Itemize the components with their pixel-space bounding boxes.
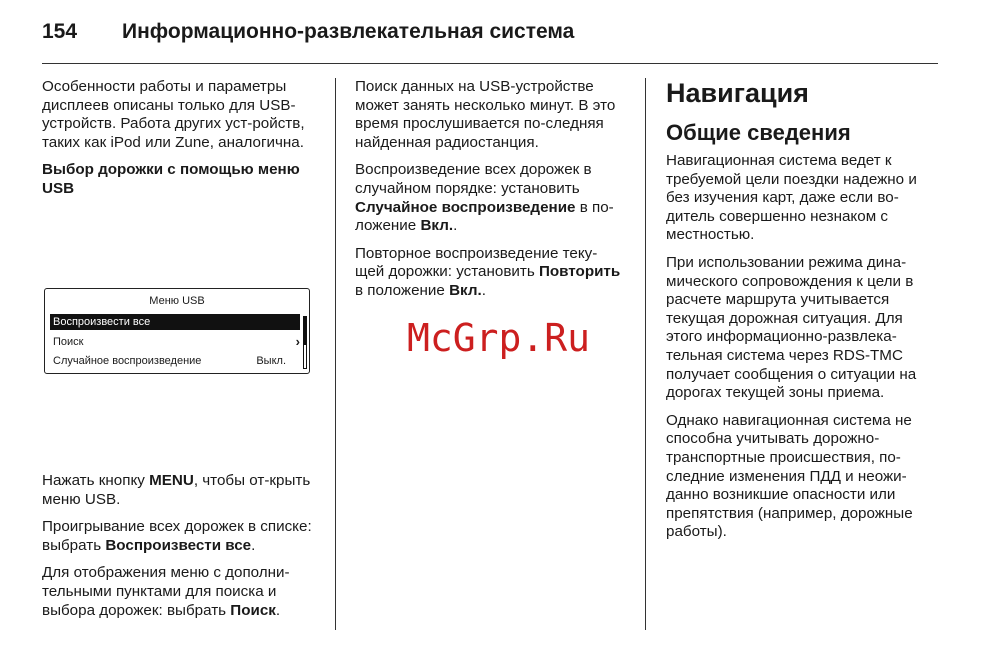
section-subheading-general: Общие сведения: [666, 120, 851, 145]
watermark-logo: McGrp.Ru: [407, 316, 591, 360]
usb-menu-scrollbar[interactable]: [303, 316, 307, 369]
chevron-right-icon: ›: [295, 334, 300, 349]
col2-paragraph-2: Воспроизведение всех дорожек в случайном порядке: установить Случайное воспроизведение в по-ложение Вкл..: [355, 161, 614, 235]
page-number: 154: [42, 20, 78, 43]
usb-menu-item-search[interactable]: [50, 334, 300, 350]
col1-paragraph-4: Для отображения меню с дополни-тельными пунктами для поиска и выбора дорожек: выбрать Поиск.: [42, 564, 290, 619]
usb-menu-item-label: Случайное воспроизведение: [53, 355, 202, 367]
page-title: Информационно-развлекательная система: [122, 20, 575, 43]
col1-paragraph-1: Особенности работы и параметры дисплеев описаны только для USB-устройств. Работа других уст-ройств, таких как iPod или Zune, аналогична.: [42, 78, 305, 151]
usb-menu-title: Меню USB: [149, 295, 205, 307]
usb-menu-item-label: Поиск: [53, 336, 84, 348]
column-1-lower: [42, 472, 320, 629]
col3-paragraph-2: При использовании режима дина-мического сопровождения к цели в расчете маршрута учитывается текущая дорожная ситуация. Для этого информационно-развлека-тельная система через RDS-TMC получает сообщения о ситуации на дорогах текущей зоны приема.: [666, 253, 917, 402]
section-heading-navigation: Навигация: [666, 78, 809, 108]
col1-subheading: Выбор дорожки с помощью меню USB: [42, 161, 300, 197]
col3-paragraph-1: Навигационная система ведет к требуемой цели поездки надежно и без изучения карт, даже если во-дитель совершенно незнаком с местностью.: [666, 152, 917, 244]
header-divider: [42, 63, 938, 64]
column-3: [666, 76, 941, 551]
col2-paragraph-1: Поиск данных на USB-устройстве может занять несколько минут. В это время прослушивается по-следняя найденная радиостанция.: [355, 78, 616, 151]
column-divider-2: [645, 78, 646, 630]
col1-paragraph-2: Нажать кнопку MENU, чтобы от-крыть меню USB.: [42, 472, 311, 508]
page-header: [42, 20, 938, 48]
usb-menu-item-value: Выкл.: [256, 355, 286, 367]
usb-menu-item-label: Воспроизвести все: [53, 316, 151, 328]
col1-paragraph-3: Проигрывание всех дорожек в списке: выбрать Воспроизвести все.: [42, 518, 312, 554]
usb-menu-item-play-all[interactable]: [50, 314, 300, 330]
usb-menu-item-shuffle[interactable]: [50, 353, 300, 369]
usb-menu-scroll-thumb[interactable]: [304, 317, 306, 345]
column-divider-1: [335, 78, 336, 630]
col3-paragraph-3: Однако навигационная система не способна учитывать дорожно-транспортные происшествия, по-следние изменения ПДД и неожи-данно возникшие опасности или препятствия (например, дорожные работы).: [666, 411, 913, 541]
usb-menu-screen: [44, 288, 310, 374]
column-1: [42, 78, 320, 208]
column-2: [355, 78, 625, 310]
col2-paragraph-3: Повторное воспроизведение теку-щей дорожки: установить Повторить в положение Вкл..: [355, 244, 621, 299]
